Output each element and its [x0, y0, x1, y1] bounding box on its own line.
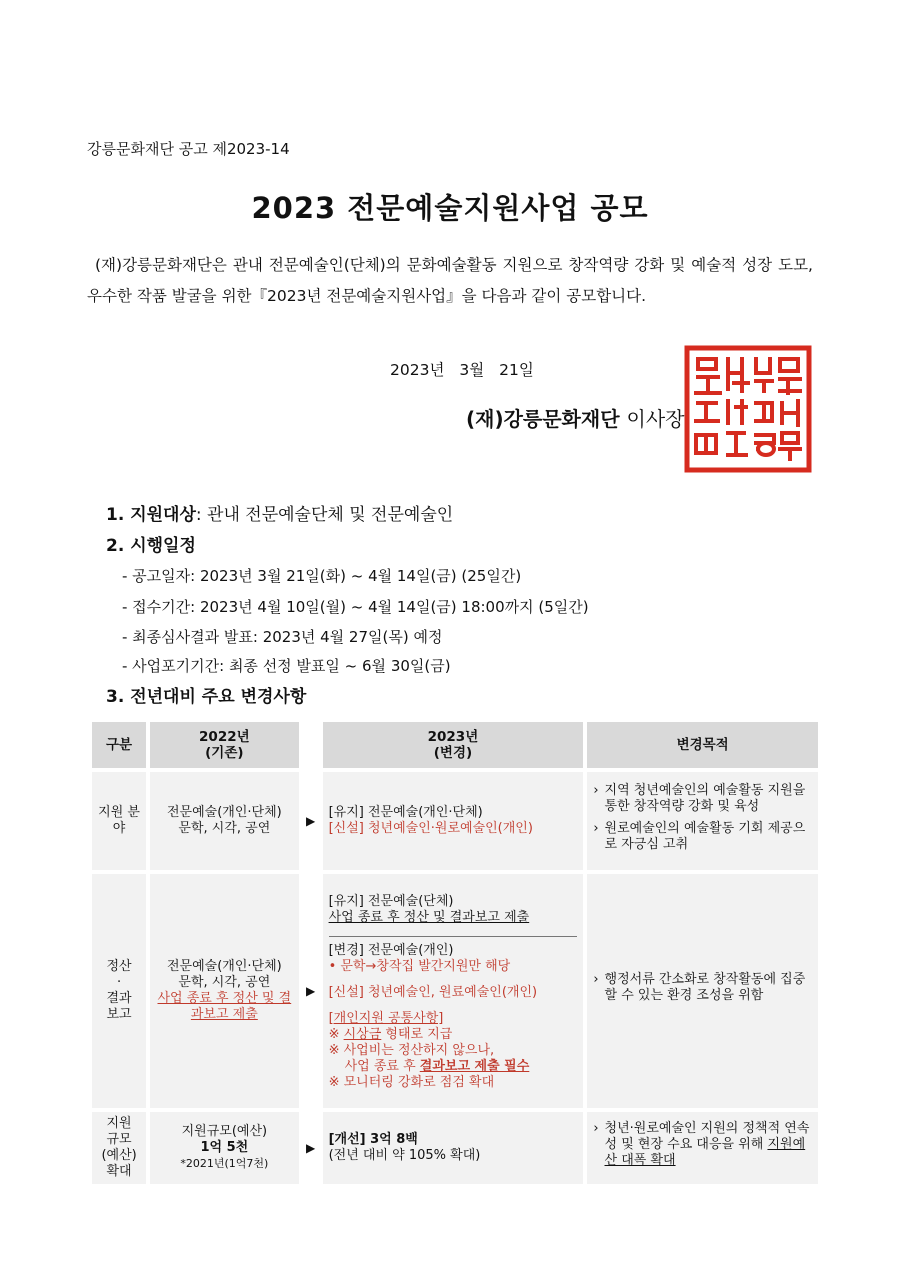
table-row	[92, 874, 818, 1108]
row-field-new: [유지] 전문예술(개인·단체) [신설] 청년예술인·원로예술인(개인)	[323, 772, 584, 870]
section-3-label: 3. 전년대비 주요 변경사항	[106, 687, 307, 707]
page-title: 2023 전문예술지원사업 공모	[251, 191, 649, 225]
section-2-label: 2. 시행일정	[106, 536, 196, 556]
notice-date: 2023년 3월 21일	[390, 361, 534, 379]
arrow-icon: ▶	[303, 874, 319, 1108]
row-field-purpose: › 지역 청년예술인의 예술활동 지원을 통한 창작역량 강화 및 육성 › 원로예술인의 예술활동 기회 제공으로 자긍심 고취	[587, 772, 818, 870]
row-scale-purpose: › 청년·원로예술인 지원의 정책적 연속성 및 현장 수요 대응을 위해 지원예산 대폭 확대	[587, 1112, 818, 1184]
signer	[466, 403, 684, 432]
signer-org: (재)강릉문화재단	[466, 407, 620, 431]
schedule-item: - 공고일자: 2023년 3월 21일(화) ~ 4월 14일(금) (25일간)	[122, 567, 522, 585]
row-settle-prev: 전문예술(개인·단체) 문학, 시각, 공연 사업 종료 후 정산 및 결과보고 제출	[150, 874, 298, 1108]
table-header-row	[92, 722, 818, 768]
row-field-category: 지원 분야	[92, 772, 146, 870]
schedule-item: - 사업포기기간: 최종 선정 발표일 ~ 6월 30일(금)	[122, 657, 451, 675]
section-1-label: 1. 지원대상	[106, 505, 196, 525]
arrow-icon: ▶	[303, 772, 319, 870]
header-2023: 2023년 (변경)	[323, 722, 584, 768]
row-settle-new: [유지] 전문예술(단체) 사업 종료 후 정산 및 결과보고 제출 [변경] 전문예술(개인) • 문학→창작집 발간지원만 해당 [신설] 청년예술인, 원료예술인(개인) [개인지원 공통사항] ※ 시상금 형태로 지급 ※ 사업비는 정산하지 않으나, 사업 종료 후 결과보고 제출 필수 ※ 모니터링 강화로 점검 확대	[323, 874, 584, 1108]
changes-table	[88, 718, 822, 1188]
row-scale-prev: 지원규모(예산) 1억 5천 *2021년(1억7천)	[150, 1112, 298, 1184]
row-scale-new: [개선] 3억 8백 (전년 대비 약 105% 확대)	[323, 1112, 584, 1184]
official-seal-stamp	[684, 345, 812, 473]
notice-number: 강릉문화재단 공고 제2023-14	[87, 140, 290, 158]
row-scale-category: 지원 규모 (예산) 확대	[92, 1112, 146, 1184]
header-arrow-spacer	[303, 722, 319, 768]
table-row	[92, 772, 818, 870]
header-purpose: 변경목적	[587, 722, 818, 768]
arrow-icon: ▶	[303, 1112, 319, 1184]
intro-paragraph: (재)강릉문화재단은 관내 전문예술인(단체)의 문화예술활동 지원으로 창작역량 강화 및 예술적 성장 도모, 우수한 작품 발굴을 위한『2023년 전문예술지원사업』을 다음과 같이 공모합니다.	[87, 256, 813, 305]
section-changes-heading	[106, 682, 306, 707]
section-target	[106, 500, 453, 525]
header-2022: 2022년 (기존)	[150, 722, 298, 768]
schedule-item: - 최종심사결과 발표: 2023년 4월 27일(목) 예정	[122, 628, 443, 646]
row-settle-purpose: › 행정서류 간소화로 창작활동에 집중할 수 있는 환경 조성을 위함	[587, 874, 818, 1108]
section-schedule-heading	[106, 531, 196, 556]
row-settle-category: 정산 · 결과 보고	[92, 874, 146, 1108]
table-row	[92, 1112, 818, 1184]
section-1-value: : 관내 전문예술단체 및 전문예술인	[195, 505, 454, 525]
row-field-prev: 전문예술(개인·단체) 문학, 시각, 공연	[150, 772, 298, 870]
header-category: 구분	[92, 722, 146, 768]
signer-title: 이사장	[626, 407, 685, 431]
schedule-item: - 접수기간: 2023년 4월 10일(월) ~ 4월 14일(금) 18:00까지 (5일간)	[122, 598, 589, 616]
